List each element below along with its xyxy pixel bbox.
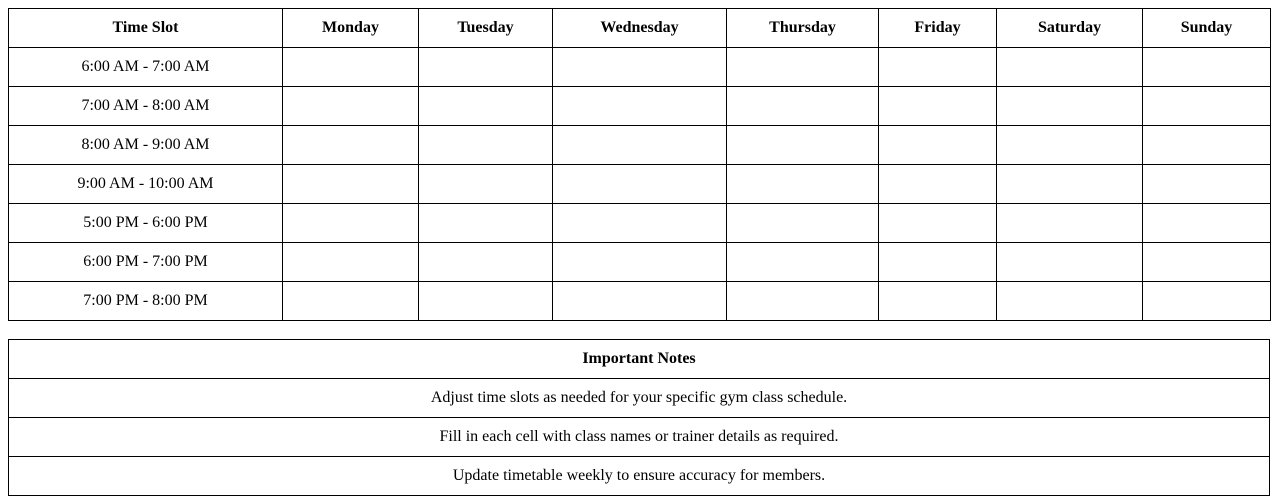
table-row bbox=[9, 87, 1271, 126]
schedule-cell[interactable] bbox=[553, 243, 727, 282]
weekly-schedule-table bbox=[8, 8, 1271, 321]
schedule-cell[interactable] bbox=[997, 204, 1143, 243]
schedule-cell[interactable] bbox=[419, 48, 553, 87]
time-slot-cell: 7:00 PM - 8:00 PM bbox=[9, 282, 283, 321]
time-slot-cell: 6:00 AM - 7:00 AM bbox=[9, 48, 283, 87]
header-time-slot: Time Slot bbox=[9, 9, 283, 48]
table-row bbox=[9, 204, 1271, 243]
time-slot-cell: 8:00 AM - 9:00 AM bbox=[9, 126, 283, 165]
notes-row bbox=[9, 379, 1270, 418]
schedule-cell[interactable] bbox=[553, 87, 727, 126]
schedule-cell[interactable] bbox=[879, 204, 997, 243]
notes-row bbox=[9, 418, 1270, 457]
schedule-cell[interactable] bbox=[879, 126, 997, 165]
notes-header-row bbox=[9, 340, 1270, 379]
schedule-cell[interactable] bbox=[283, 204, 419, 243]
schedule-cell[interactable] bbox=[283, 282, 419, 321]
time-slot-cell: 6:00 PM - 7:00 PM bbox=[9, 243, 283, 282]
header-friday: Friday bbox=[879, 9, 997, 48]
schedule-cell[interactable] bbox=[997, 165, 1143, 204]
schedule-cell[interactable] bbox=[727, 282, 879, 321]
table-row bbox=[9, 282, 1271, 321]
note-item: Fill in each cell with class names or trainer details as required. bbox=[9, 418, 1270, 457]
schedule-cell[interactable] bbox=[727, 126, 879, 165]
schedule-cell[interactable] bbox=[879, 243, 997, 282]
header-saturday: Saturday bbox=[997, 9, 1143, 48]
schedule-cell[interactable] bbox=[419, 282, 553, 321]
time-slot-cell: 7:00 AM - 8:00 AM bbox=[9, 87, 283, 126]
schedule-cell[interactable] bbox=[879, 48, 997, 87]
schedule-cell[interactable] bbox=[283, 165, 419, 204]
schedule-cell[interactable] bbox=[997, 48, 1143, 87]
schedule-cell[interactable] bbox=[879, 165, 997, 204]
notes-title: Important Notes bbox=[9, 340, 1270, 379]
schedule-cell[interactable] bbox=[553, 282, 727, 321]
schedule-cell[interactable] bbox=[997, 87, 1143, 126]
schedule-cell[interactable] bbox=[879, 87, 997, 126]
schedule-cell[interactable] bbox=[283, 48, 419, 87]
time-slot-cell: 9:00 AM - 10:00 AM bbox=[9, 165, 283, 204]
header-thursday: Thursday bbox=[727, 9, 879, 48]
schedule-cell[interactable] bbox=[997, 243, 1143, 282]
schedule-cell[interactable] bbox=[419, 243, 553, 282]
schedule-cell[interactable] bbox=[419, 126, 553, 165]
schedule-cell[interactable] bbox=[727, 165, 879, 204]
schedule-cell[interactable] bbox=[879, 282, 997, 321]
schedule-cell[interactable] bbox=[1143, 204, 1271, 243]
note-item: Adjust time slots as needed for your specific gym class schedule. bbox=[9, 379, 1270, 418]
schedule-cell[interactable] bbox=[553, 204, 727, 243]
schedule-cell[interactable] bbox=[553, 126, 727, 165]
schedule-cell[interactable] bbox=[1143, 87, 1271, 126]
schedule-cell[interactable] bbox=[727, 87, 879, 126]
schedule-cell[interactable] bbox=[419, 87, 553, 126]
header-tuesday: Tuesday bbox=[419, 9, 553, 48]
table-row bbox=[9, 126, 1271, 165]
schedule-cell[interactable] bbox=[553, 165, 727, 204]
schedule-header-row bbox=[9, 9, 1271, 48]
header-wednesday: Wednesday bbox=[553, 9, 727, 48]
schedule-cell[interactable] bbox=[997, 282, 1143, 321]
schedule-cell[interactable] bbox=[1143, 282, 1271, 321]
schedule-cell[interactable] bbox=[419, 204, 553, 243]
schedule-cell[interactable] bbox=[727, 48, 879, 87]
important-notes-table bbox=[8, 339, 1270, 496]
schedule-cell[interactable] bbox=[1143, 126, 1271, 165]
table-row bbox=[9, 165, 1271, 204]
table-row bbox=[9, 48, 1271, 87]
time-slot-cell: 5:00 PM - 6:00 PM bbox=[9, 204, 283, 243]
schedule-cell[interactable] bbox=[283, 243, 419, 282]
schedule-cell[interactable] bbox=[727, 243, 879, 282]
header-monday: Monday bbox=[283, 9, 419, 48]
schedule-cell[interactable] bbox=[283, 87, 419, 126]
schedule-cell[interactable] bbox=[727, 204, 879, 243]
notes-row bbox=[9, 457, 1270, 496]
schedule-cell[interactable] bbox=[419, 165, 553, 204]
schedule-cell[interactable] bbox=[1143, 165, 1271, 204]
note-item: Update timetable weekly to ensure accuracy for members. bbox=[9, 457, 1270, 496]
table-row bbox=[9, 243, 1271, 282]
schedule-cell[interactable] bbox=[1143, 243, 1271, 282]
schedule-cell[interactable] bbox=[1143, 48, 1271, 87]
schedule-cell[interactable] bbox=[553, 48, 727, 87]
header-sunday: Sunday bbox=[1143, 9, 1271, 48]
schedule-cell[interactable] bbox=[997, 126, 1143, 165]
schedule-cell[interactable] bbox=[283, 126, 419, 165]
